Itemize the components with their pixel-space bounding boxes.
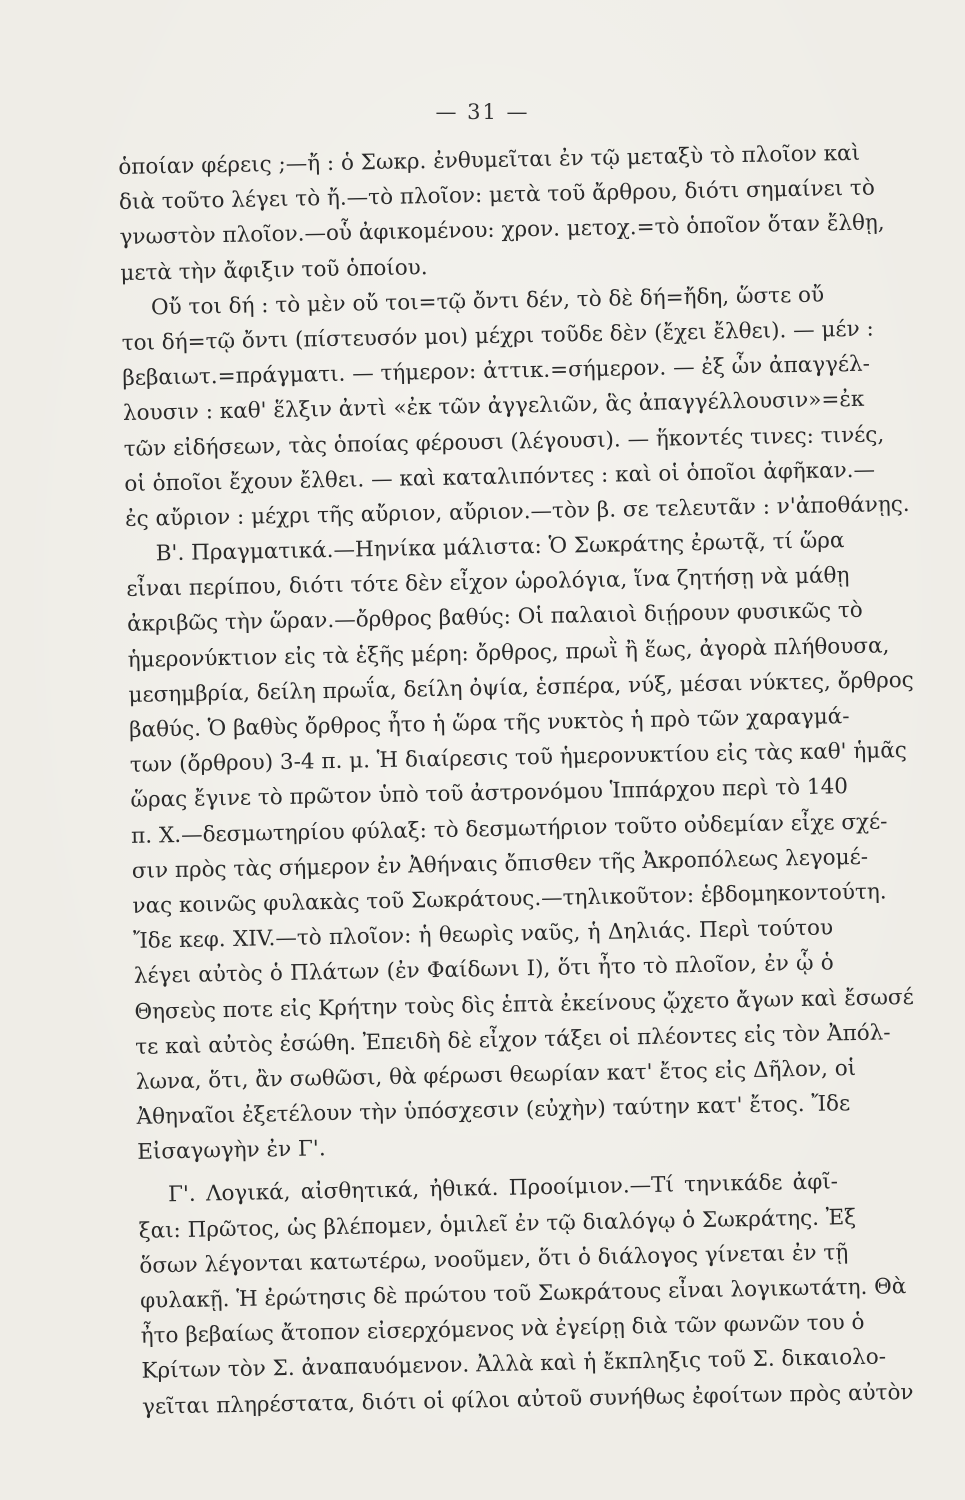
text-line: Θησεὺς ποτε εἰς Κρήτην τοὺς δὶς ἑπτὰ ἐκείνους ᾤχετο ἄγων καὶ ἔσωσέ (134, 984, 914, 1025)
text-line: ξαι: Πρῶτος, ὡς βλέπομεν, ὁμιλεῖ ἐν τῷ διαλόγῳ ὁ Σωκράτης. Ἐξ (138, 1204, 857, 1244)
text-line: λωνα, ὅτι, ἂν σωθῶσι, θὰ φέρωσι θεωρίαν κατ' ἔτος εἰς Δῆλον, οἱ (135, 1055, 857, 1095)
text-line: ἡμερονύκτιον εἰς τὰ ἑξῆς μέρη: ὄρθρος, πρωῒ ἢ ἕως, ἀγορὰ πλήθουσα, (127, 632, 890, 673)
text-line: ἀκριβῶς τὴν ὥραν.—ὄρθρος βαθύς: Οἱ παλαιοὶ διῄρουν φυσικῶς τὸ (126, 598, 863, 638)
text-line: λουσιν : καθ' ἕλξιν ἀντὶ «ἐκ τῶν ἀγγελιῶν, ἃς ἀπαγγέλλουσιν»=ἐκ (122, 387, 865, 427)
text-line: Ἀθηναῖοι ἐξετέλουν τὴν ὑπόσχεσιν (εὐχὴν) ταύτην κατ' ἔτος. Ἴδε (136, 1091, 851, 1130)
text-line: σιν πρὸς τὰς σήμερον ἐν Ἀθήναις ὄπισθεν τῆς Ἀκροπόλεως λεγομέ- (131, 844, 869, 884)
text-line: οἱ ὁποῖοι ἔχουν ἔλθει. — καὶ καταλιπόντες : καὶ οἱ ὁποῖοι ἀφῆκαν.— (124, 457, 876, 497)
text-line: Γ'. Λογικά, αἰσθητικά, ἠθικά. Προοίμιον.—Τί τηνικάδε ἀφῖ- (167, 1169, 839, 1208)
commentary-text (118, 137, 914, 1425)
text-line: εἶναι περίπου, διότι τότε δὲν εἶχον ὡρολόγια, ἵνα ζητήσῃ νὰ μάθῃ (126, 563, 850, 603)
text-line: ἐς αὔριον : μέχρι τῆς αὔριον, αὔριον.—τὸν β. σε τελευτᾶν : ν'ἀποθάνῃς. (124, 491, 910, 532)
text-line: π. Χ.—δεσμωτηρίου φύλαξ: τὸ δεσμωτήριον τοῦτο οὐδεμίαν εἶχε σχέ- (130, 808, 888, 849)
text-line: ἦτο βεβαίως ἄτοπον εἰσερχόμενος νὰ ἐγείρῃ διὰ τῶν φωνῶν του ὁ (140, 1310, 865, 1349)
text-line: ὅσων λέγονται κατωτέρω, νοοῦμεν, ὅτι ὁ διάλογος γίνεται ἐν τῇ (139, 1239, 849, 1279)
text-line: Β'. Πραγματικά.—Ηηνίκα μάλιστα: Ὁ Σωκράτης ἐρωτᾷ, τί ὥρα (155, 528, 845, 567)
text-line: Οὔ τοι δή : τὸ μὲν οὔ τοι=τῷ ὄντι δέν, τὸ δὲ δή=ἤδη, ὥστε οὔ (150, 282, 825, 321)
text-line: μετὰ τὴν ἄφιξιν τοῦ ὁποίου. (120, 254, 428, 286)
text-line: νας κοινῶς φυλακὰς τοῦ Σωκράτους.—τηλικοῦτον: ἑβδομηκοντούτη. (132, 879, 887, 919)
text-line: Εἰσαγωγὴν ἐν Γ'. (137, 1136, 326, 1166)
text-line: γεῖται πληρέστατα, διότι οἱ φίλοι αὐτοῦ συνήθως ἐφοίτων πρὸς αὐτὸν (141, 1379, 914, 1420)
text-line: βαθύς. Ὁ βαθὺς ὄρθρος ἦτο ἡ ὥρα τῆς νυκτὸς ἡ πρὸ τῶν χαραγμά- (128, 704, 850, 743)
text-line: διὰ τοῦτο λέγει τὸ ἤ.—τὸ πλοῖον: μετὰ τοῦ ἄρθρου, διότι σημαίνει τὸ (118, 175, 876, 216)
text-line: Κρίτων τὸν Σ. ἀναπαυόμενον. Ἀλλὰ καὶ ἡ ἔκπληξις τοῦ Σ. δικαιολο- (141, 1344, 887, 1385)
text-line: των (ὄρθρου) 3-4 π. μ. Ἡ διαίρεσις τοῦ ἡμερονυκτίου εἰς τὰς καθ' ἡμᾶς (129, 738, 908, 779)
page-number: — 31 — (435, 100, 530, 124)
text-line: γνωστὸν πλοῖον.—οὗ ἀφικομένου: χρον. μετοχ.=τὸ ὁποῖον ὅταν ἔλθῃ, (119, 210, 885, 251)
text-line: λέγει αὐτὸς ὁ Πλάτων (ἐν Φαίδωνι I), ὅτι ἦτο τὸ πλοῖον, ἐν ᾧ ὁ (133, 950, 834, 990)
text-line: φυλακῇ. Ἡ ἐρώτησις δὲ πρώτου τοῦ Σωκράτους εἶναι λογικωτάτη. Θὰ (139, 1274, 907, 1314)
text-line: βεβαιωτ.=πράγματι. — τήμερον: ἀττικ.=σήμερον. — ἐξ ὧν ἀπαγγέλ- (122, 351, 871, 392)
text-line: ὁποίαν φέρεις ;—ἤ : ὁ Σωκρ. ἐνθυμεῖται ἐν τῷ μεταξὺ τὸ πλοῖον καὶ (118, 140, 861, 180)
text-line: Ἴδε κεφ. XIV.—τὸ πλοῖον: ἡ θεωρὶς ναῦς, ἡ Δηλιάς. Περὶ τούτου (132, 915, 834, 954)
text-line: ὥρας ἔγινε τὸ πρῶτον ὑπὸ τοῦ ἀστρονόμου Ἱππάρχου περὶ τὸ 140 (130, 774, 849, 814)
text-line: μεσημβρία, δείλη πρωΐα, δείλη ὀψία, ἑσπέρα, νύξ, μέσαι νύκτες, ὄρθρος (128, 667, 914, 708)
text-line: τῶν εἰδήσεων, τὰς ὁποίας φέρουσι (λέγουσι). — ἥκοντές τινες: τινές, (123, 421, 885, 462)
text-line: τοι δή=τῷ ὄντι (πίστευσόν μοι) μέχρι τοῦδε δὲν (ἔχει ἔλθει). — μέν : (121, 316, 874, 356)
text-line: τε καὶ αὐτὸς ἐσώθη. Ἐπειδὴ δὲ εἶχον τάξει οἱ πλέοντες εἰς τὸν Ἀπόλ- (134, 1020, 891, 1060)
